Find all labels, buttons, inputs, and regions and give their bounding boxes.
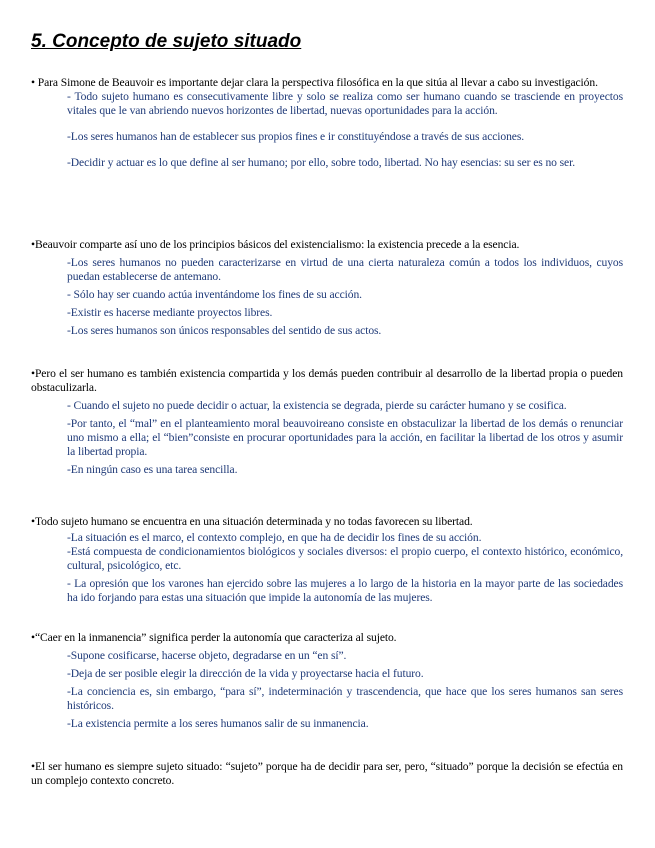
section-situation bbox=[31, 515, 623, 605]
bullet-point: •Todo sujeto humano se encuentra en una situación determinada y no todas favorecen su libertad. bbox=[31, 515, 473, 528]
sub-point: -Supone cosificarse, hacerse objeto, degradarse en un “en sí”. bbox=[67, 649, 347, 662]
sub-point: - Todo sujeto humano es consecutivamente libre y solo se realiza como ser humano cuando se trasciende en proyectos vitales que le van abriendo nuevos horizontes de libertad, nuevas oportunidades para la acción. bbox=[67, 90, 623, 117]
sub-point: - Cuando el sujeto no puede decidir o actuar, la existencia se degrada, pierde su carácter humano y se cosifica. bbox=[67, 399, 567, 412]
section-situated-subject bbox=[31, 760, 623, 788]
sub-point: -Está compuesta de condicionamientos biológicos y sociales diversos: el propio cuerpo, el contexto histórico, económico, cultural, psicológico, etc. bbox=[67, 545, 623, 572]
bullet-point: •Beauvoir comparte así uno de los principios básicos del existencialismo: la existencia precede a la esencia. bbox=[31, 238, 520, 251]
sub-point: -Los seres humanos no pueden caracterizarse en virtud de una cierta naturaleza común a todos los individuos, cuyos puedan establecerse de antemano. bbox=[67, 256, 623, 283]
sub-point: -La conciencia es, sin embargo, “para sí”, indeterminación y trascendencia, que hace que los seres humanos san seres históricos. bbox=[67, 685, 623, 712]
sub-point: -Los seres humanos son únicos responsables del sentido de sus actos. bbox=[67, 324, 382, 337]
section-existentialism bbox=[31, 238, 623, 338]
sub-point: - Sólo hay ser cuando actúa inventándome los fines de su acción. bbox=[67, 288, 362, 301]
sub-point: -Deja de ser posible elegir la dirección de la vida y proyectarse hacia el futuro. bbox=[67, 667, 424, 680]
sub-point: -La situación es el marco, el contexto complejo, en que ha de decidir los fines de su acción. bbox=[67, 531, 482, 544]
bullet-point: •El ser humano es siempre sujeto situado: “sujeto” porque ha de decidir para ser, pero, “situado” porque la decisión se efectúa en un complejo contexto concreto. bbox=[31, 760, 623, 787]
sub-point: -Decidir y actuar es lo que define al ser humano; por ello, sobre todo, libertad. No hay esencias: su ser es no ser. bbox=[67, 156, 576, 169]
sub-point: -En ningún caso es una tarea sencilla. bbox=[67, 463, 238, 476]
bullet-point: •Pero el ser humano es también existencia compartida y los demás pueden contribuir al desarrollo de la libertad propia o pueden obstaculizarla. bbox=[31, 367, 623, 394]
sub-point: - La opresión que los varones han ejercido sobre las mujeres a lo largo de la historia en la mayor parte de las sociedades ha ido forjando para estas una situación que impide la autonomía de las mujeres. bbox=[67, 577, 623, 604]
sub-point: -Por tanto, el “mal” en el planteamiento moral beauvoireano consiste en obstaculizar la libertad de los demás o renunciar uno mismo a ella; el “bien”consiste en procurar oportunidades para la acción, en facilitar la libertad de los otros y asumir la libertad propia. bbox=[67, 417, 623, 458]
bullet-point: • Para Simone de Beauvoir es importante dejar clara la perspectiva filosófica en la que sitúa al llevar a cabo su investigación. bbox=[31, 76, 598, 89]
section-immanence bbox=[31, 631, 623, 731]
section-simone-perspective bbox=[31, 76, 623, 170]
sub-point: -Los seres humanos han de establecer sus propios fines e ir constituyéndose a través de sus acciones. bbox=[67, 130, 525, 143]
page-title: 5. Concepto de sujeto situado bbox=[31, 31, 302, 52]
bullet-point: •“Caer en la inmanencia” significa perder la autonomía que caracteriza al sujeto. bbox=[31, 631, 397, 644]
sub-point: -Existir es hacerse mediante proyectos libres. bbox=[67, 306, 273, 319]
sub-point: -La existencia permite a los seres humanos salir de su inmanencia. bbox=[67, 717, 369, 730]
section-shared-existence bbox=[31, 367, 623, 477]
